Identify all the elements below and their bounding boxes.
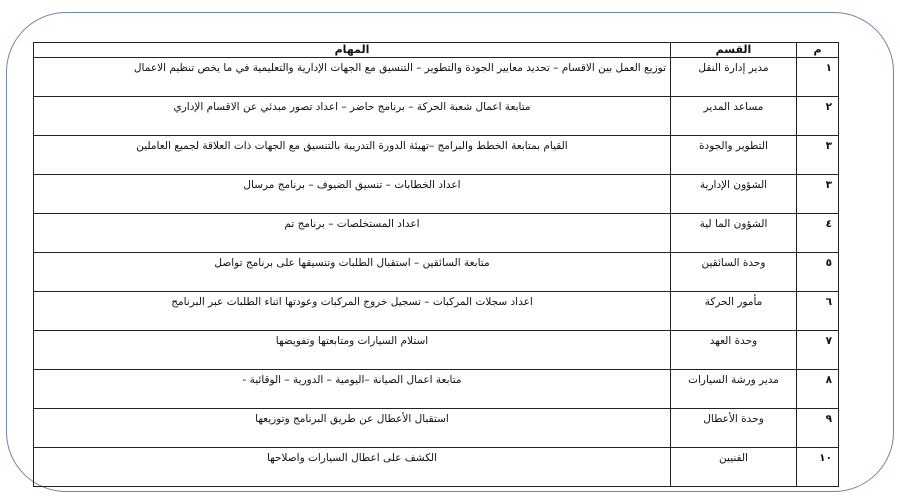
table-header-row: [34, 43, 839, 58]
row-tasks: اعداد الخطابات – تنسيق الضيوف – برنامج مرسال: [34, 175, 671, 214]
table-row: [34, 58, 839, 97]
row-department: وحدة الأعطال: [671, 409, 797, 448]
row-tasks: اعداد سجلات المركبات – تسجيل خروج المركبات وعودتها اثناء الطلبات عبر البرنامج: [34, 292, 671, 331]
row-num: ٩: [797, 409, 839, 448]
row-department: مدير إدارة النقل: [671, 58, 797, 97]
row-tasks: الكشف على اعطال السيارات واصلاحها: [34, 448, 671, 487]
table-row: [34, 97, 839, 136]
header-tasks: المهام: [34, 43, 671, 58]
row-department: وحدة السائقين: [671, 253, 797, 292]
table-row: [34, 409, 839, 448]
table-row: [34, 370, 839, 409]
row-num: ٣: [797, 136, 839, 175]
row-department: الشؤون الإدارية: [671, 175, 797, 214]
row-tasks: استلام السيارات ومتابعتها وتفويضها: [34, 331, 671, 370]
row-num: ١٠: [797, 448, 839, 487]
row-tasks: متابعة اعمال شعبة الحركة – برنامج حاضر – اعداد تصور مبدئي عن الاقسام الإداري: [34, 97, 671, 136]
header-department: القسم: [671, 43, 797, 58]
row-num: ٥: [797, 253, 839, 292]
row-num: ٢: [797, 97, 839, 136]
row-department: وحدة العهد: [671, 331, 797, 370]
row-num: ٣: [797, 175, 839, 214]
row-department: التطوير والجودة: [671, 136, 797, 175]
row-tasks: توزيع العمل بين الاقسام – تحديد معايير الجودة والتطوير – التنسيق مع الجهات الإدارية والتعليمية في ما يخص تنظيم الاعمال: [34, 58, 671, 97]
tasks-table: [33, 42, 839, 487]
row-department: مساعد المدير: [671, 97, 797, 136]
table-row: [34, 175, 839, 214]
row-num: ١: [797, 58, 839, 97]
row-num: ٤: [797, 214, 839, 253]
table-row: [34, 292, 839, 331]
row-tasks: استقبال الأعطال عن طريق البرنامج وتوزيعها: [34, 409, 671, 448]
row-num: ٨: [797, 370, 839, 409]
row-tasks: متابعة اعمال الصيانة –اليومية – الدورية – الوقائية -: [34, 370, 671, 409]
row-num: ٧: [797, 331, 839, 370]
row-department: مأمور الحركة: [671, 292, 797, 331]
table-row: [34, 331, 839, 370]
row-department: مدير ورشة السيارات: [671, 370, 797, 409]
row-department: الفنيين: [671, 448, 797, 487]
table-row: [34, 253, 839, 292]
row-department: الشؤون الما لية: [671, 214, 797, 253]
table-row: [34, 214, 839, 253]
row-tasks: متابعة السائقين – استقبال الطلبات وتنسيقها على برنامج تواصل: [34, 253, 671, 292]
header-num: م: [797, 43, 839, 58]
table-row: [34, 448, 839, 487]
table-row: [34, 136, 839, 175]
row-tasks: اعداد المستخلصات – برنامج تم: [34, 214, 671, 253]
row-num: ٦: [797, 292, 839, 331]
row-tasks: القيام بمتابعة الخطط والبرامج –تهيئة الدورة التدريبة بالتنسيق مع الجهات ذات العلاقة لجميع العاملين: [34, 136, 671, 175]
